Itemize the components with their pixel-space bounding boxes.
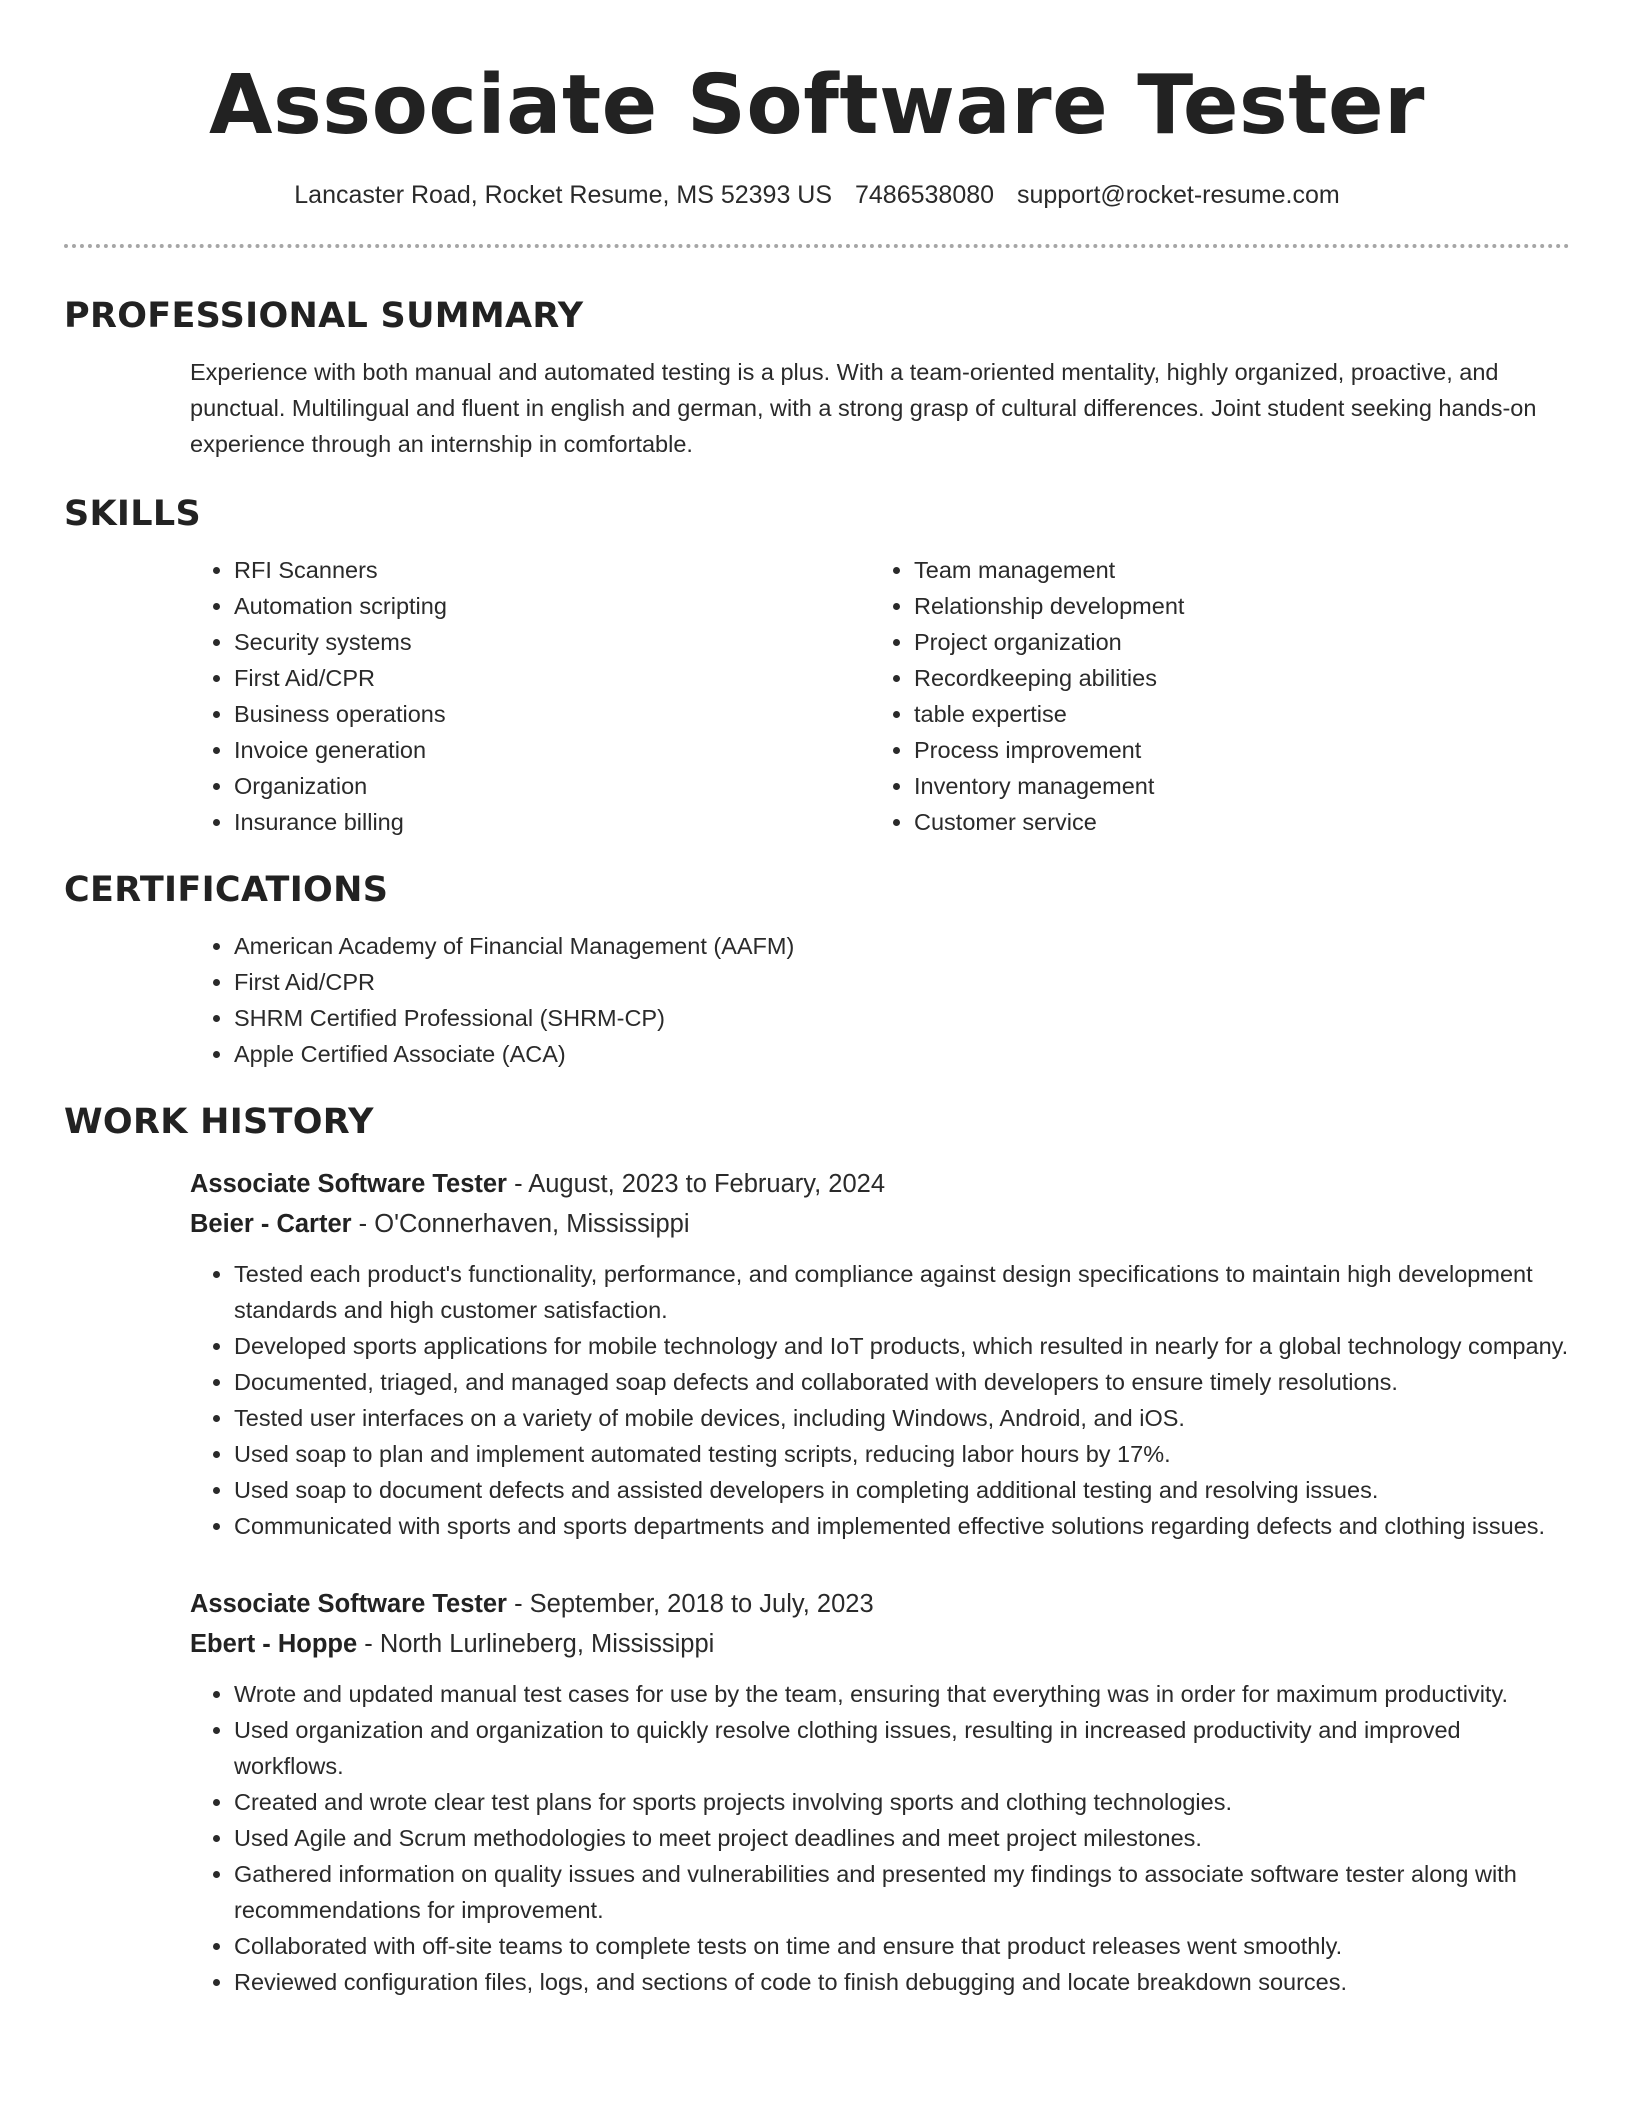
skill-item: • First Aid/CPR [234,660,870,696]
job-role: Associate Software Tester [190,1590,507,1618]
resume-name: Associate Software Tester [209,58,1425,153]
job-company-line [190,1624,1570,1664]
job-bullet: • Reviewed configuration files, logs, and sections of code to finish debugging and locate breakdown sources. [234,1964,1570,2000]
skills-list-right [870,552,1550,840]
skill-item: • Automation scripting [234,588,870,624]
certification-item: • SHRM Certified Professional (SHRM-CP) [234,1000,1570,1036]
skill-item: • Inventory management [914,768,1550,804]
skills-list-left [190,552,870,840]
skill-item: • Recordkeeping abilities [914,660,1550,696]
summary-heading: PROFESSIONAL SUMMARY [64,296,584,336]
job-company-line [190,1204,1570,1244]
contact-address: Lancaster Road, Rocket Resume, MS 52393 US [294,181,833,209]
job-bullet: • Created and wrote clear test plans for sports projects involving sports and clothing technologies. [234,1784,1570,1820]
job-bullet: • Tested user interfaces on a variety of mobile devices, including Windows, Android, and iOS. [234,1400,1570,1436]
certification-item: • Apple Certified Associate (ACA) [234,1036,1570,1072]
skill-item: • Organization [234,768,870,804]
job-company: Ebert - Hoppe [190,1630,358,1658]
job-bullet: • Gathered information on quality issues and vulnerabilities and presented my findings to associate software tester along with recommendations for improvement. [234,1856,1570,1928]
job-dates: - September, 2018 to July, 2023 [506,1590,874,1618]
header-divider [64,244,1570,248]
contact-email: support@rocket-resume.com [1017,181,1340,209]
skills-column-left [190,552,870,840]
job-entry [190,1584,1570,2000]
skill-item: • Relationship development [914,588,1550,624]
skill-item: • Insurance billing [234,804,870,840]
skills-column-right [870,552,1550,840]
skill-item: • Customer service [914,804,1550,840]
summary-text: Experience with both manual and automated testing is a plus. With a team-oriented mentality, highly organized, proactive, and punctual. Multilingual and fluent in english and german, with a strong grasp of cultural differences. Joint student seeking hands-on experience through an internship in comfortable. [190,359,1537,457]
certifications-heading: CERTIFICATIONS [64,870,389,910]
job-bullet: • Communicated with sports and sports departments and implemented effective solutions regarding defects and clothing issues. [234,1508,1570,1544]
job-bullet: • Tested each product's functionality, performance, and compliance against design specifications to maintain high development standards and high customer satisfaction. [234,1256,1570,1328]
job-company: Beier - Carter [190,1210,352,1238]
job-entry [190,1164,1570,1544]
certification-item: • American Academy of Financial Management (AAFM) [234,928,1570,964]
certification-item: • First Aid/CPR [234,964,1570,1000]
job-bullet: • Developed sports applications for mobile technology and IoT products, which resulted in nearly for a global technology company. [234,1328,1570,1364]
skill-item: • Security systems [234,624,870,660]
job-dates: - August, 2023 to February, 2024 [506,1170,886,1198]
skill-item: • Project organization [914,624,1550,660]
skill-item: • Business operations [234,696,870,732]
skill-item: • Invoice generation [234,732,870,768]
job-bullet: • Used soap to document defects and assisted developers in completing additional testing and resolving issues. [234,1472,1570,1508]
job-bullets [190,1676,1570,2000]
skill-item: • Process improvement [914,732,1550,768]
job-bullet: • Documented, triaged, and managed soap defects and collaborated with developers to ensure timely resolutions. [234,1364,1570,1400]
work-history [190,1164,1570,2000]
job-bullet: • Collaborated with off-site teams to complete tests on time and ensure that product releases went smoothly. [234,1928,1570,1964]
job-location: - O'Connerhaven, Mississippi [351,1210,690,1238]
job-title-line [190,1584,1570,1624]
job-role: Associate Software Tester [190,1170,507,1198]
resume-page [64,0,1570,2000]
skill-item: • RFI Scanners [234,552,870,588]
skill-item: • table expertise [914,696,1550,732]
skills-grid [190,552,1570,840]
contact-line [64,176,1570,214]
job-bullet: • Used Agile and Scrum methodologies to meet project deadlines and meet project milestones. [234,1820,1570,1856]
job-bullet: • Wrote and updated manual test cases for use by the team, ensuring that everything was in order for maximum productivity. [234,1676,1570,1712]
work-history-heading: WORK HISTORY [64,1102,374,1142]
job-title-line [190,1164,1570,1204]
job-bullets [190,1256,1570,1544]
contact-phone: 7486538080 [855,181,995,209]
certifications-list [190,928,1570,1072]
job-location: - North Lurlineberg, Mississippi [357,1630,715,1658]
job-bullet: • Used soap to plan and implement automated testing scripts, reducing labor hours by 17%. [234,1436,1570,1472]
skill-item: • Team management [914,552,1550,588]
job-bullet: • Used organization and organization to quickly resolve clothing issues, resulting in increased productivity and improved workflows. [234,1712,1570,1784]
skills-heading: SKILLS [64,494,201,534]
